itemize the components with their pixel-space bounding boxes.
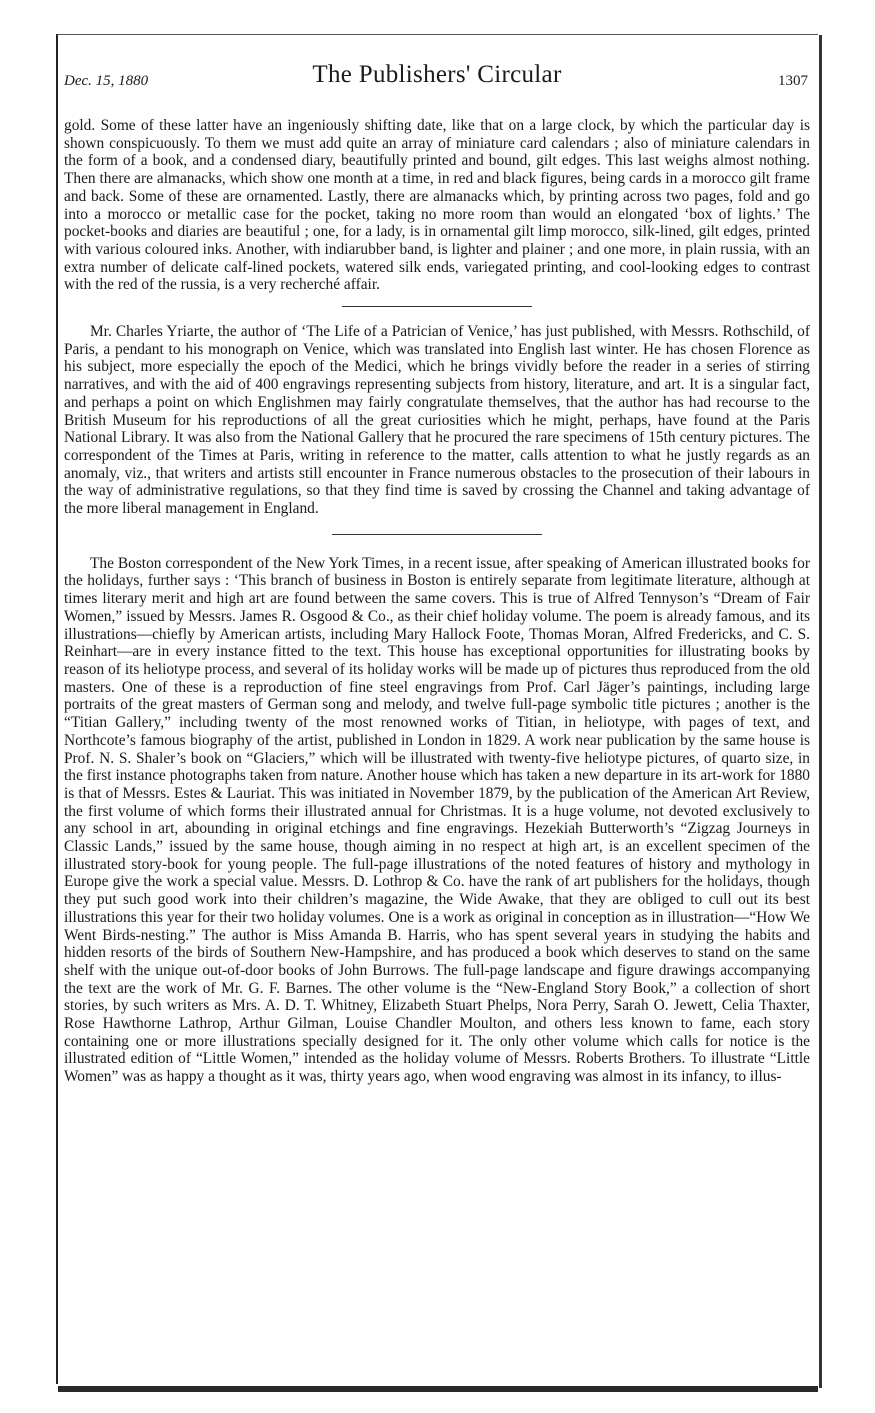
paragraph-boston-correspondent: The Boston correspondent of the New York Times, in a recent issue, after speaking of American illustrated books for the holidays, further says : ‘This branch of business in Boston is entirely separate from legitimate literature, although at times literary merit and high art are found between the same covers. This is true of Alfred Tennyson’s “Dream of Fair Women,” issued by Messrs. James R. Osgood & Co., as their chief holiday volume. The poem is already famous, and its illustrations—chiefly by American artists, including Mary Hallock Foote, Thomas Moran, Alfred Fredericks, and C. S. Reinhart—are in every instance fitted to the text. This house has exceptional opportunities for illustrating books by reason of its heliotype process, and several of its holiday works will be made up of pictures thus reproduced from the old masters. One of these is a reproduction of fine steel engravings from Prof. Carl Jäger’s paintings, including large portraits of the great masters of German song and melody, and twelve full-page symbolic title pictures ; another is the “Titian Gallery,” including twenty of the most renowned works of Titian, in heliotype, with pages of text, and Northcote’s famous biography of the artist, published in London in 1829. A work near publication by the same house is Prof. N. S. Shaler’s book on “Glaciers,” which will be illustrated with twenty-five heliotype pictures, of quarto size, in the first instance photographs taken from nature. Another house which has taken a new departure in its art-work for 1880 is that of Messrs. Estes & Lauriat. This was initiated in November 1879, by the publication of the American Art Review, the first volume of which forms their illustrated annual for Christmas. It is a huge volume, not devoted exclusively to any school in art, abounding in original etchings and fine engravings. Hezekiah Butterworth’s “Zigzag Journeys in Classic Lands,” issued by the same house, though aiming in no respect at high art, is an excellent specimen of the illustrated story-book for young people. The full-page illustrations of the noted features of history and mythology in Europe give the work a special value. Messrs. D. Lothrop & Co. have the rank of art publishers for the holidays, though they put such good work into their children’s magazine, the Wide Awake, that they are obliged to cull out its best illustrations this year for their two holiday volumes. One is a work as original in conception as in illustration—“How We Went Birds-nesting.” The author is Miss Amanda B. Harris, who has spent several years in studying the habits and hidden resorts of the birds of Southern New-Hampshire, and has produced a book which deserves to stand on the same shelf with the unique out-of-door books of John Burrows. The full-page landscape and figure drawings accompanying the text are the work of Mr. G. F. Barnes. The other volume is the “New-England Story Book,” a collection of short stories, by such writers as Mrs. A. D. T. Whitney, Elizabeth Stuart Phelps, Nora Perry, Sarah O. Jewett, Celia Thaxter, Rose Hawthorne Lathrop, Arthur Gilman, Louise Chandler Moulton, and others less known to fame, each story containing one or more illustrations specially designed for it. The only other volume which calls for notice is the illustrated edition of “Little Women,” intended as the holiday volume of Messrs. Roberts Brothers. To illustrate “Little Women” was as happy a thought as it was, thirty years ago, when wood engraving was almost in its infancy, to illus- [64, 554, 810, 1086]
paragraph-yriarte: Mr. Charles Yriarte, the author of ‘The Life of a Patrician of Venice,’ has just published, with Messrs. Rothschild, of Paris, a pendant to his monograph on Venice, which was translated into English last winter. He has chosen Florence as his subject, more especially the epoch of the Medici, which he brings vividly before the reader in a series of stirring narratives, and with the aid of 400 engravings representing subjects from history, literature, and art. It is a singular fact, and perhaps a point on which Englishmen may fairly congratulate themselves, that the author has had recourse to the British Museum for his reproductions of all the great curiosities which he might, perhaps, have found at the Paris National Library. It was also from the National Gallery that he procured the rare specimens of 15th century pictures. The correspondent of the Times at Paris, writing in reference to the matter, calls attention to what he justly regards as an anomaly, viz., that writers and artists still encounter in France numerous obstacles to the prosecution of their labours in the way of administrative regulations, so that they find time is saved by crossing the Channel and taking advantage of the more liberal management in England. [64, 323, 810, 518]
publication-title: The Publishers' Circular [312, 61, 562, 88]
article-body [64, 117, 810, 1086]
paragraph-almanacks: gold. Some of these latter have an ingeniously shifting date, like that on a large clock, by which the particular day is shown conspicuously. To them we must add quite an array of miniature card calendars ; also of miniature calendars in the form of a book, and a condensed diary, beautifully printed and bound, gilt edges. This last weighs almost nothing. Then there are almanacks, which show one month at a time, in red and black figures, being cards in a morocco gilt frame and back. Some of these are ornamented. Lastly, there are almanacks which, by printing across two pages, fold and go into a morocco or metallic case for the pocket, taking no more room than would an elongated ‘box of lights.’ The pocket-books and diaries are beautiful ; one, for a lady, is in ornamental gilt limp morocco, silk-lined, gilt edges, printed with various coloured inks. Another, with indiarubber band, is lighter and plainer ; and one more, in plain russia, with an extra number of delicate calf-lined pockets, watered silk ends, variegated printing, and cool-looking edges to contrast with the red of the russia, is a very recherché affair. [64, 117, 810, 294]
page-header [64, 61, 810, 95]
section-divider [342, 306, 532, 307]
page-number: 1307 [778, 73, 808, 89]
page-bottom-border [58, 1386, 818, 1392]
issue-date: Dec. 15, 1880 [64, 73, 149, 89]
newspaper-page [56, 34, 818, 1384]
section-divider [332, 534, 542, 535]
